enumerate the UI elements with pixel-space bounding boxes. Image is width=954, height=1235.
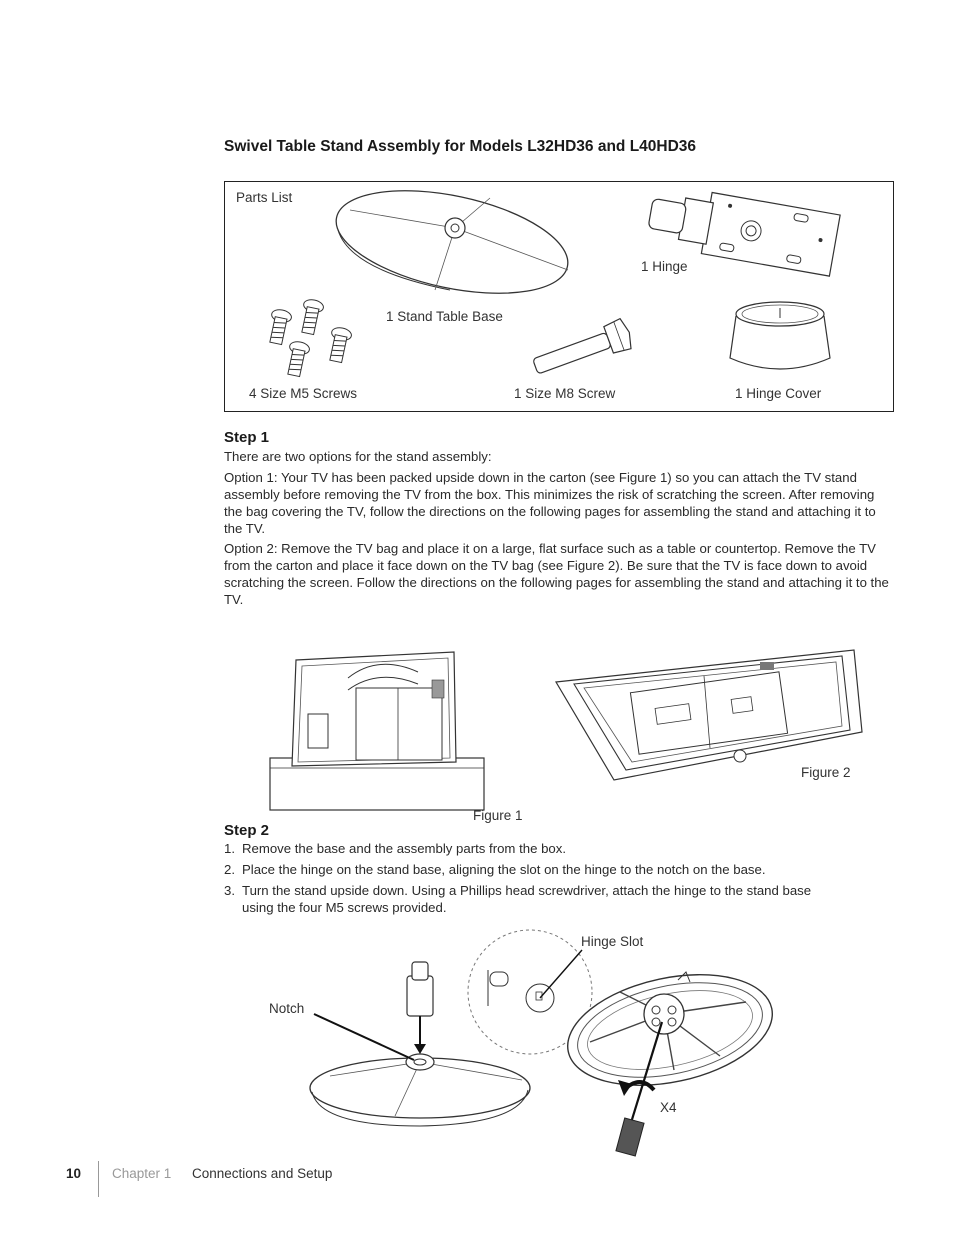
step2-item-text: Turn the stand upside down. Using a Phillips head screwdriver, attach the hinge to the stand base [242,883,812,898]
figure1-caption: Figure 1 [473,808,523,823]
step2-item [224,861,892,878]
figure2-caption: Figure 2 [801,765,851,780]
hinge-cover-illustration [728,298,833,376]
m5-screws-label: 4 Size M5 Screws [249,386,358,401]
step2-item-text: Remove the base and the assembly parts from the box. [242,841,566,856]
hinge-label: 1 Hinge [641,259,688,274]
step2-item-number: 1. [224,841,235,856]
footer-chapter: Chapter 1 [112,1166,172,1181]
step1-heading: Step 1 [224,429,270,446]
step2-item-text: Place the hinge on the stand base, aligning the slot on the hinge to the notch on the base. [242,862,766,877]
assembly-diagram [300,930,780,1160]
step1-intro: There are two options for the stand assembly: [224,449,492,464]
hinge-slot-label: Hinge Slot [581,934,644,949]
step1-option1: Option 1: Your TV has been packed upside down in the carton (see Figure 1) so you can attach the TV stand assembly before removing the TV from the box. This minimizes the risk of scratching the screen. After removing the bag covering the TV, follow the directions on the following pages for assembling the stand and attaching it to the TV. [224,470,876,536]
parts-list-heading: Parts List [236,190,293,205]
footer-divider [98,1161,99,1197]
footer-section: Connections and Setup [192,1166,333,1181]
page-title: Swivel Table Stand Assembly for Models L32HD36 and L40HD36 [224,138,697,155]
stand-base-label: 1 Stand Table Base [386,309,503,324]
page-number: 10 [66,1166,82,1181]
step2-item-number: 3. [224,883,235,898]
step2-heading: Step 2 [224,822,270,839]
step2-item-number: 2. [224,862,235,877]
x4-label: X4 [660,1100,677,1115]
step2-item-continuation: using the four M5 screws provided. [242,900,447,915]
m5-screws-illustration [265,296,375,381]
step2-item [224,840,892,857]
step1-option2: Option 2: Remove the TV bag and place it on a large, flat surface such as a table or countertop. Remove the TV from the carton and place it face down on the TV bag (see Figure 2). Be sure that the TV is face down to avoid scratching the screen. Follow the directions on the following pages for assembling the stand and attaching it to the TV. [224,541,889,607]
step2-item [224,882,892,916]
figure2-tv-face-down [554,648,866,783]
notch-label: Notch [269,1001,305,1016]
figure1-tv-in-carton [268,650,488,815]
hinge-cover-label: 1 Hinge Cover [735,386,822,401]
stand-base-illustration [330,190,575,305]
m8-screw-illustration [525,316,635,376]
m8-screw-label: 1 Size M8 Screw [514,386,616,401]
